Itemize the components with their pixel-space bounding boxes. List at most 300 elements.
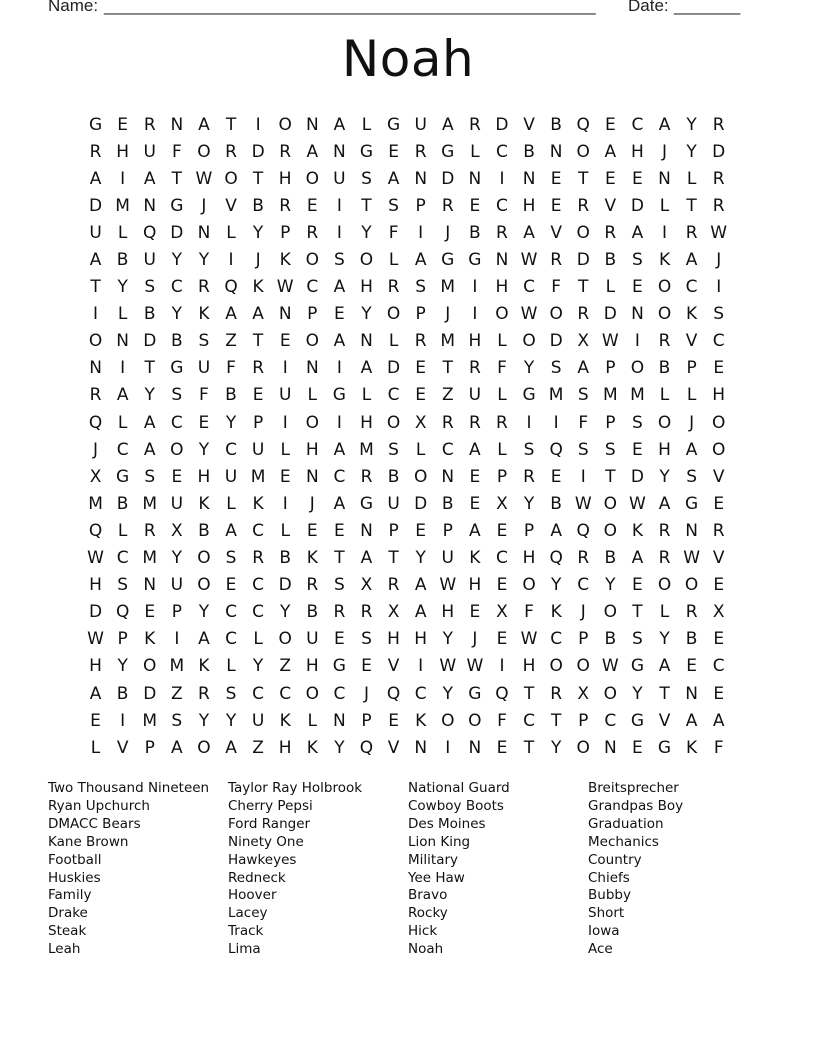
grid-letter[interactable]: A [143, 168, 156, 189]
grid-letter[interactable]: A [469, 520, 481, 541]
grid-letter[interactable]: C [387, 385, 400, 406]
grid-letter[interactable]: H [495, 277, 509, 298]
grid-letter[interactable]: W [683, 548, 701, 569]
grid-letter[interactable]: N [658, 168, 671, 189]
grid-letter[interactable]: C [225, 439, 237, 460]
grid-letter[interactable]: P [442, 520, 453, 541]
grid-letter[interactable]: A [198, 629, 210, 650]
grid-letter[interactable]: O [495, 304, 509, 325]
grid-letter[interactable]: I [662, 222, 668, 243]
grid-letter[interactable]: O [657, 277, 672, 298]
grid-letter[interactable]: L [497, 385, 507, 406]
grid-letter[interactable]: S [577, 439, 589, 460]
grid-letter[interactable]: L [280, 520, 290, 541]
grid-letter[interactable]: R [414, 141, 427, 162]
grid-letter[interactable]: M [548, 385, 564, 406]
grid-letter[interactable]: C [414, 683, 427, 704]
grid-letter[interactable]: Y [523, 358, 535, 379]
grid-letter[interactable]: I [120, 710, 126, 731]
grid-letter[interactable]: T [388, 548, 399, 569]
grid-letter[interactable]: R [468, 114, 481, 135]
grid-letter[interactable]: I [255, 114, 261, 135]
grid-letter[interactable]: G [522, 385, 536, 406]
grid-letter[interactable]: S [388, 439, 399, 460]
grid-letter[interactable]: P [415, 304, 426, 325]
grid-letter[interactable]: U [306, 629, 319, 650]
grid-letter[interactable]: S [171, 385, 183, 406]
grid-letter[interactable]: K [306, 737, 318, 758]
grid-letter[interactable]: O [468, 710, 482, 731]
grid-letter[interactable]: H [305, 439, 319, 460]
grid-letter[interactable]: W [520, 304, 538, 325]
grid-letter[interactable]: H [468, 575, 482, 596]
grid-letter[interactable]: B [170, 331, 183, 352]
grid-letter[interactable]: G [468, 250, 482, 271]
grid-letter[interactable]: W [276, 277, 294, 298]
grid-letter[interactable]: M [142, 710, 158, 731]
grid-letter[interactable]: O [522, 575, 536, 596]
grid-letter[interactable]: C [550, 629, 563, 650]
grid-letter[interactable]: W [87, 629, 104, 650]
grid-letter[interactable]: I [120, 358, 126, 379]
grid-letter[interactable]: J [93, 439, 99, 460]
grid-letter[interactable]: B [441, 493, 454, 514]
grid-letter[interactable]: A [685, 710, 698, 731]
grid-letter[interactable]: I [174, 629, 180, 650]
grid-letter[interactable]: W [629, 493, 646, 514]
grid-letter[interactable]: S [333, 250, 345, 271]
grid-letter[interactable]: R [577, 304, 590, 325]
grid-letter[interactable]: V [225, 195, 237, 216]
grid-letter[interactable]: R [441, 195, 454, 216]
grid-letter[interactable]: Y [117, 277, 128, 298]
grid-letter[interactable]: T [225, 114, 237, 135]
grid-letter[interactable]: Y [632, 683, 643, 704]
grid-letter[interactable]: K [144, 629, 156, 650]
grid-letter[interactable]: H [116, 141, 130, 162]
grid-letter[interactable]: L [117, 222, 128, 243]
grid-letter[interactable]: A [414, 250, 427, 271]
grid-letter[interactable]: E [632, 439, 643, 460]
grid-letter[interactable]: N [170, 114, 184, 135]
grid-letter[interactable]: E [469, 493, 481, 514]
grid-letter[interactable]: M [115, 195, 130, 216]
grid-letter[interactable]: B [604, 250, 617, 271]
grid-letter[interactable]: C [631, 114, 644, 135]
grid-letter[interactable]: C [116, 548, 129, 569]
grid-letter[interactable]: D [630, 195, 644, 216]
grid-letter[interactable]: G [685, 493, 699, 514]
grid-letter[interactable]: Q [224, 277, 238, 298]
grid-letter[interactable]: R [712, 114, 725, 135]
grid-letter[interactable]: T [252, 168, 264, 189]
grid-letter[interactable]: U [89, 222, 102, 243]
grid-letter[interactable]: E [496, 575, 508, 596]
grid-letter[interactable]: P [523, 520, 535, 541]
grid-letter[interactable]: Z [225, 331, 237, 352]
grid-letter[interactable]: P [415, 195, 426, 216]
grid-letter[interactable]: O [224, 168, 238, 189]
grid-letter[interactable]: H [441, 602, 455, 623]
grid-letter[interactable]: K [686, 737, 698, 758]
grid-letter[interactable]: H [522, 195, 536, 216]
grid-letter[interactable]: W [710, 222, 728, 243]
grid-letter[interactable]: O [359, 250, 374, 271]
grid-letter[interactable]: J [201, 195, 207, 216]
grid-letter[interactable]: I [336, 412, 342, 433]
grid-letter[interactable]: Q [386, 683, 401, 704]
grid-letter[interactable]: H [468, 331, 482, 352]
grid-letter[interactable]: O [603, 520, 618, 541]
grid-letter[interactable]: P [496, 466, 508, 487]
grid-letter[interactable]: H [305, 656, 319, 677]
grid-letter[interactable]: E [469, 466, 481, 487]
grid-letter[interactable]: L [497, 439, 507, 460]
grid-letter[interactable]: I [336, 195, 342, 216]
grid-letter[interactable]: V [712, 466, 725, 487]
grid-letter[interactable]: H [658, 439, 671, 460]
grid-letter[interactable]: C [116, 439, 129, 460]
grid-letter[interactable]: O [88, 331, 103, 352]
grid-letter[interactable]: H [522, 548, 536, 569]
grid-letter[interactable]: S [415, 277, 427, 298]
grid-letter[interactable]: O [549, 304, 563, 325]
grid-letter[interactable]: G [359, 493, 374, 514]
grid-letter[interactable]: U [278, 385, 292, 406]
grid-letter[interactable]: K [306, 548, 318, 569]
grid-letter[interactable]: K [198, 304, 210, 325]
grid-letter[interactable]: X [496, 493, 508, 514]
grid-letter[interactable]: Q [495, 683, 509, 704]
grid-letter[interactable]: N [278, 304, 292, 325]
grid-letter[interactable]: X [360, 575, 373, 596]
grid-letter[interactable]: G [116, 466, 130, 487]
grid-letter[interactable]: U [251, 439, 265, 460]
grid-letter[interactable]: I [499, 168, 505, 189]
grid-letter[interactable]: D [712, 141, 726, 162]
grid-letter[interactable]: E [550, 466, 562, 487]
grid-letter[interactable]: A [333, 331, 346, 352]
grid-letter[interactable]: A [685, 439, 698, 460]
grid-letter[interactable]: E [713, 629, 725, 650]
grid-letter[interactable]: E [225, 575, 237, 596]
grid-letter[interactable]: G [88, 114, 103, 135]
grid-letter[interactable]: F [713, 737, 724, 758]
grid-letter[interactable]: A [89, 168, 102, 189]
grid-letter[interactable]: O [305, 331, 319, 352]
grid-letter[interactable]: G [332, 656, 346, 677]
grid-letter[interactable]: Z [441, 385, 454, 406]
grid-letter[interactable]: Y [198, 710, 210, 731]
grid-letter[interactable]: E [252, 385, 264, 406]
grid-letter[interactable]: A [685, 250, 698, 271]
grid-letter[interactable]: L [280, 439, 290, 460]
grid-letter[interactable]: R [577, 195, 590, 216]
grid-letter[interactable]: Y [659, 466, 670, 487]
grid-letter[interactable]: T [659, 683, 670, 704]
grid-letter[interactable]: E [306, 520, 318, 541]
grid-letter[interactable]: A [387, 168, 400, 189]
grid-letter[interactable]: S [632, 250, 643, 271]
grid-letter[interactable]: N [305, 114, 319, 135]
grid-letter[interactable]: R [89, 141, 102, 162]
grid-letter[interactable]: E [604, 114, 616, 135]
grid-letter[interactable]: N [468, 168, 482, 189]
grid-letter[interactable]: D [414, 493, 428, 514]
grid-letter[interactable]: A [414, 575, 427, 596]
grid-letter[interactable]: E [334, 520, 345, 541]
grid-letter[interactable]: N [603, 737, 617, 758]
grid-letter[interactable]: Z [252, 737, 264, 758]
grid-letter[interactable]: S [577, 385, 589, 406]
grid-letter[interactable]: A [469, 439, 481, 460]
grid-letter[interactable]: N [441, 466, 455, 487]
grid-letter[interactable]: C [577, 575, 590, 596]
grid-letter[interactable]: A [658, 114, 671, 135]
grid-letter[interactable]: D [387, 358, 401, 379]
grid-letter[interactable]: Y [605, 575, 616, 596]
grid-letter[interactable]: N [685, 683, 698, 704]
grid-letter[interactable]: R [523, 466, 535, 487]
grid-letter[interactable]: E [415, 358, 427, 379]
grid-letter[interactable]: M [88, 493, 103, 514]
grid-letter[interactable]: D [549, 331, 563, 352]
grid-letter[interactable]: G [468, 683, 482, 704]
grid-letter[interactable]: R [577, 548, 590, 569]
grid-letter[interactable]: G [657, 737, 672, 758]
grid-letter[interactable]: M [142, 493, 158, 514]
grid-letter[interactable]: O [576, 141, 590, 162]
grid-letter[interactable]: F [497, 710, 507, 731]
grid-letter[interactable]: E [550, 195, 562, 216]
grid-letter[interactable]: S [361, 629, 372, 650]
grid-letter[interactable]: O [712, 412, 726, 433]
grid-letter[interactable]: R [496, 222, 508, 243]
grid-letter[interactable]: F [388, 222, 399, 243]
grid-letter[interactable]: N [414, 168, 428, 189]
grid-letter[interactable]: X [387, 602, 400, 623]
grid-letter[interactable]: T [334, 548, 345, 569]
grid-letter[interactable]: R [658, 548, 671, 569]
grid-letter[interactable]: S [361, 168, 372, 189]
grid-letter[interactable]: M [359, 439, 374, 460]
grid-letter[interactable]: L [470, 141, 480, 162]
grid-letter[interactable]: Y [171, 548, 183, 569]
grid-letter[interactable]: F [171, 141, 182, 162]
grid-letter[interactable]: X [89, 466, 102, 487]
grid-letter[interactable]: D [441, 168, 455, 189]
grid-letter[interactable]: S [523, 439, 535, 460]
grid-letter[interactable]: K [198, 656, 210, 677]
grid-letter[interactable]: C [441, 439, 454, 460]
grid-letter[interactable]: R [143, 114, 156, 135]
grid-letter[interactable]: N [143, 575, 157, 596]
grid-letter[interactable]: K [550, 602, 562, 623]
grid-letter[interactable]: C [712, 331, 725, 352]
grid-letter[interactable]: N [631, 304, 644, 325]
grid-letter[interactable]: E [632, 575, 643, 596]
grid-letter[interactable]: E [604, 168, 616, 189]
grid-letter[interactable]: A [631, 548, 644, 569]
grid-letter[interactable]: O [522, 331, 536, 352]
grid-letter[interactable]: C [523, 710, 535, 731]
grid-letter[interactable]: S [713, 304, 725, 325]
grid-letter[interactable]: B [685, 629, 698, 650]
grid-letter[interactable]: C [712, 656, 725, 677]
grid-letter[interactable]: P [605, 358, 616, 379]
grid-letter[interactable]: R [306, 222, 319, 243]
grid-letter[interactable]: R [712, 168, 725, 189]
grid-letter[interactable]: D [630, 466, 644, 487]
grid-letter[interactable]: O [305, 412, 319, 433]
grid-letter[interactable]: O [603, 602, 618, 623]
grid-letter[interactable]: N [333, 141, 346, 162]
grid-letter[interactable]: Q [576, 520, 590, 541]
grid-letter[interactable]: R [225, 141, 237, 162]
grid-letter[interactable]: M [440, 331, 456, 352]
grid-letter[interactable]: L [388, 250, 399, 271]
grid-letter[interactable]: G [170, 195, 184, 216]
grid-letter[interactable]: Y [686, 141, 697, 162]
grid-letter[interactable]: B [198, 520, 210, 541]
grid-letter[interactable]: D [143, 683, 157, 704]
grid-letter[interactable]: I [499, 656, 505, 677]
grid-letter[interactable]: O [413, 466, 428, 487]
grid-letter[interactable]: A [333, 439, 346, 460]
grid-letter[interactable]: M [602, 385, 618, 406]
grid-letter[interactable]: J [472, 629, 478, 650]
grid-letter[interactable]: C [225, 602, 237, 623]
grid-letter[interactable]: N [305, 466, 319, 487]
grid-letter[interactable]: E [550, 168, 562, 189]
grid-letter[interactable]: A [333, 114, 346, 135]
grid-letter[interactable]: V [604, 195, 617, 216]
grid-letter[interactable]: O [197, 737, 211, 758]
grid-letter[interactable]: H [631, 141, 644, 162]
grid-letter[interactable]: S [686, 466, 697, 487]
grid-letter[interactable]: B [225, 385, 237, 406]
grid-letter[interactable]: A [225, 520, 237, 541]
grid-letter[interactable]: L [686, 385, 697, 406]
grid-letter[interactable]: S [632, 412, 643, 433]
grid-letter[interactable]: R [712, 195, 725, 216]
grid-letter[interactable]: G [332, 385, 346, 406]
grid-letter[interactable]: E [469, 195, 481, 216]
grid-letter[interactable]: E [713, 683, 725, 704]
grid-letter[interactable]: O [305, 250, 319, 271]
grid-letter[interactable]: L [90, 737, 101, 758]
grid-letter[interactable]: E [388, 710, 399, 731]
grid-letter[interactable]: W [439, 575, 457, 596]
grid-letter[interactable]: O [386, 412, 401, 433]
grid-letter[interactable]: U [333, 168, 346, 189]
grid-letter[interactable]: L [361, 114, 372, 135]
grid-letter[interactable]: A [252, 304, 264, 325]
grid-letter[interactable]: M [169, 656, 185, 677]
grid-letter[interactable]: L [361, 385, 372, 406]
grid-letter[interactable]: R [198, 683, 210, 704]
grid-letter[interactable]: U [170, 575, 184, 596]
grid-letter[interactable]: I [336, 358, 342, 379]
grid-letter[interactable]: K [198, 493, 210, 514]
grid-letter[interactable]: U [224, 466, 238, 487]
grid-letter[interactable]: R [252, 548, 265, 569]
grid-letter[interactable]: P [388, 520, 399, 541]
grid-letter[interactable]: Y [550, 575, 562, 596]
grid-letter[interactable]: F [524, 602, 534, 623]
grid-letter[interactable]: A [143, 412, 156, 433]
grid-letter[interactable]: M [440, 277, 456, 298]
grid-letter[interactable]: R [685, 222, 698, 243]
grid-letter[interactable]: U [143, 141, 156, 162]
grid-letter[interactable]: T [523, 737, 535, 758]
grid-letter[interactable]: P [605, 412, 616, 433]
grid-letter[interactable]: A [550, 520, 562, 541]
grid-letter[interactable]: L [659, 602, 670, 623]
grid-letter[interactable]: E [388, 141, 399, 162]
grid-letter[interactable]: E [713, 575, 725, 596]
grid-letter[interactable]: Y [361, 304, 372, 325]
grid-letter[interactable]: Y [198, 602, 210, 623]
grid-letter[interactable]: E [279, 466, 291, 487]
grid-letter[interactable]: R [604, 222, 617, 243]
grid-letter[interactable]: G [630, 710, 645, 731]
grid-letter[interactable]: F [226, 358, 236, 379]
grid-letter[interactable]: C [170, 277, 183, 298]
grid-letter[interactable]: V [550, 222, 562, 243]
grid-letter[interactable]: V [712, 548, 725, 569]
grid-letter[interactable]: E [415, 520, 427, 541]
grid-letter[interactable]: D [278, 575, 292, 596]
grid-letter[interactable]: B [116, 493, 129, 514]
grid-letter[interactable]: N [143, 195, 157, 216]
grid-letter[interactable]: C [685, 277, 698, 298]
grid-letter[interactable]: B [550, 493, 562, 514]
grid-letter[interactable]: T [90, 277, 101, 298]
grid-letter[interactable]: O [197, 548, 211, 569]
grid-letter[interactable]: C [252, 602, 265, 623]
grid-letter[interactable]: U [170, 493, 184, 514]
grid-letter[interactable]: B [550, 114, 562, 135]
grid-letter[interactable]: Q [115, 602, 130, 623]
grid-letter[interactable]: C [252, 520, 265, 541]
grid-letter[interactable]: Y [144, 385, 155, 406]
grid-letter[interactable]: R [468, 358, 481, 379]
grid-letter[interactable]: U [387, 493, 400, 514]
grid-letter[interactable]: Y [117, 656, 128, 677]
grid-letter[interactable]: O [278, 629, 292, 650]
grid-letter[interactable]: I [120, 168, 126, 189]
grid-letter[interactable]: E [496, 629, 508, 650]
grid-letter[interactable]: R [89, 385, 102, 406]
grid-letter[interactable]: Y [550, 737, 562, 758]
grid-letter[interactable]: I [580, 466, 586, 487]
grid-letter[interactable]: U [143, 250, 156, 271]
grid-letter[interactable]: F [578, 412, 589, 433]
grid-letter[interactable]: Y [252, 656, 264, 677]
grid-letter[interactable]: O [657, 304, 672, 325]
grid-letter[interactable]: N [468, 737, 482, 758]
grid-letter[interactable]: A [225, 737, 237, 758]
grid-letter[interactable]: F [497, 358, 507, 379]
grid-letter[interactable]: C [279, 683, 292, 704]
grid-letter[interactable]: E [117, 114, 129, 135]
grid-letter[interactable]: A [225, 304, 237, 325]
grid-letter[interactable]: T [550, 710, 562, 731]
grid-letter[interactable]: P [171, 602, 182, 623]
grid-letter[interactable]: H [360, 277, 373, 298]
grid-letter[interactable]: W [520, 629, 538, 650]
